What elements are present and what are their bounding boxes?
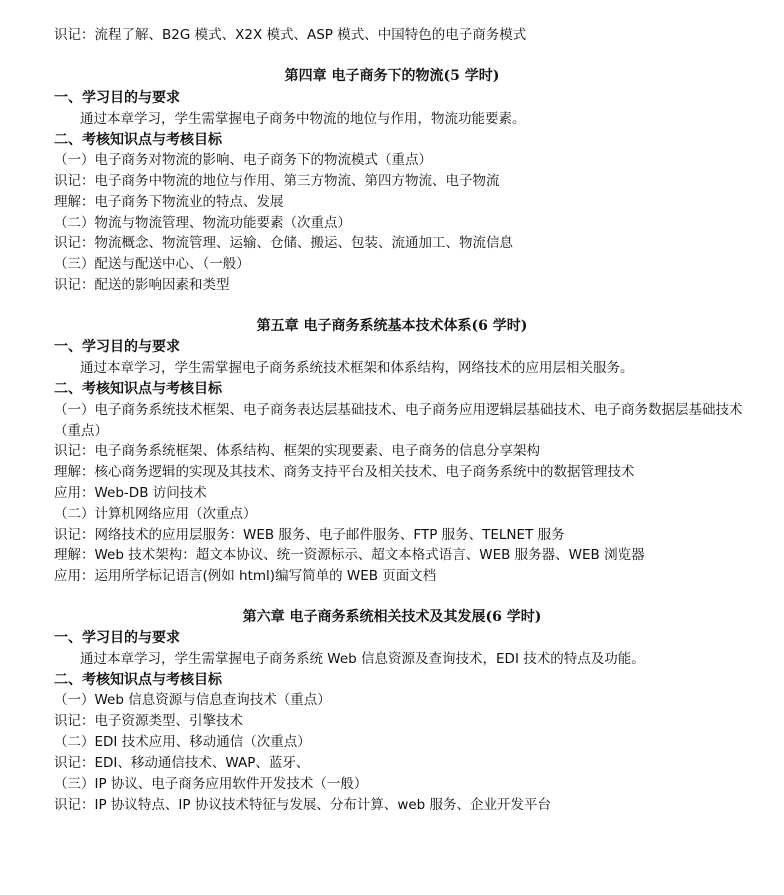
chapter-5-goal-heading: 一、学习目的与要求 <box>54 339 180 355</box>
chapter-6-title: 第六章 电子商务系统相关技术及其发展(6 学时) <box>242 609 542 625</box>
chapter-4-line: （一）电子商务对物流的影响、电子商务下的物流模式（重点） <box>54 152 432 168</box>
chapter-6-line: 识记：IP 协议特点、IP 协议技术特征与发展、分布计算、web 服务、企业开发平台 <box>54 797 552 813</box>
chapter-4-line: 理解：电子商务下物流业的特点、发展 <box>54 194 284 210</box>
text-line: 识记：流程了解、B2G 模式、X2X 模式、ASP 模式、中国特色的电子商务模式 <box>54 27 527 43</box>
chapter-5-line: 识记：电子商务系统框架、体系结构、框架的实现要素、电子商务的信息分享架构 <box>54 443 540 459</box>
chapter-4-line: 识记：电子商务中物流的地位与作用、第三方物流、第四方物流、电子物流 <box>54 173 500 189</box>
chapter-4-title: 第四章 电子商务下的物流(5 学时) <box>284 68 500 84</box>
chapter-6-line: 识记：电子资源类型、引擎技术 <box>54 713 243 729</box>
chapter-4-line: （三）配送与配送中心、（一般） <box>54 256 250 272</box>
chapter-5-line: 应用：Web-DB 访问技术 <box>54 485 207 501</box>
chapter-4-line: 识记：配送的影响因素和类型 <box>54 277 230 293</box>
chapter-5-title: 第五章 电子商务系统基本技术体系(6 学时) <box>256 318 528 334</box>
chapter-4-line: （二）物流与物流管理、物流功能要素（次重点） <box>54 215 351 231</box>
chapter-5-line: 理解：Web 技术架构：超文本协议、统一资源标示、超文本格式语言、WEB 服务器、WEB 浏览器 <box>54 547 645 563</box>
chapter-6-goal-heading: 一、学习目的与要求 <box>54 630 180 646</box>
chapter-4-line: 识记：物流概念、物流管理、运输、仓储、搬运、包装、流通加工、物流信息 <box>54 235 513 251</box>
chapter-5-knowledge-heading: 二、考核知识点与考核目标 <box>54 381 222 397</box>
chapter-5-goal-text: 通过本章学习，学生需掌握电子商务系统技术框架和体系结构，网络技术的应用层相关服务。 <box>80 360 634 376</box>
chapter-4-knowledge-heading: 二、考核知识点与考核目标 <box>54 132 222 148</box>
chapter-6-line: （三）IP 协议、电子商务应用软件开发技术（一般） <box>54 776 368 792</box>
chapter-5-line: （二）计算机网络应用（次重点） <box>54 506 257 522</box>
chapter-5-line: 理解：核心商务逻辑的实现及其技术、商务支持平台及相关技术、电子商务系统中的数据管理技术 <box>54 464 635 480</box>
chapter-5-wrapped-line: （一）电子商务系统技术框架、电子商务表达层基础技术、电子商务应用逻辑层基础技术、电子商务数据层基础技术（重点） <box>54 402 743 439</box>
chapter-5-line: 识记：网络技术的应用层服务：WEB 服务、电子邮件服务、FTP 服务、TELNET 服务 <box>54 527 565 543</box>
chapter-6-line: （二）EDI 技术应用、移动通信（次重点） <box>54 734 311 750</box>
chapter-4-goal-heading: 一、学习目的与要求 <box>54 90 180 106</box>
chapter-4-goal-text: 通过本章学习，学生需掌握电子商务中物流的地位与作用，物流功能要素。 <box>80 111 526 127</box>
chapter-6-line: 识记：EDI、移动通信技术、WAP、蓝牙、 <box>54 755 310 771</box>
chapter-6-goal-text: 通过本章学习，学生需掌握电子商务系统 Web 信息资源及查询技术，EDI 技术的特点及功能。 <box>80 651 645 667</box>
chapter-6-line: （一）Web 信息资源与信息查询技术（重点） <box>54 692 331 708</box>
chapter-6-knowledge-heading: 二、考核知识点与考核目标 <box>54 672 222 688</box>
chapter-5-line: 应用：运用所学标记语言(例如 html)编写简单的 WEB 页面文档 <box>54 568 437 584</box>
